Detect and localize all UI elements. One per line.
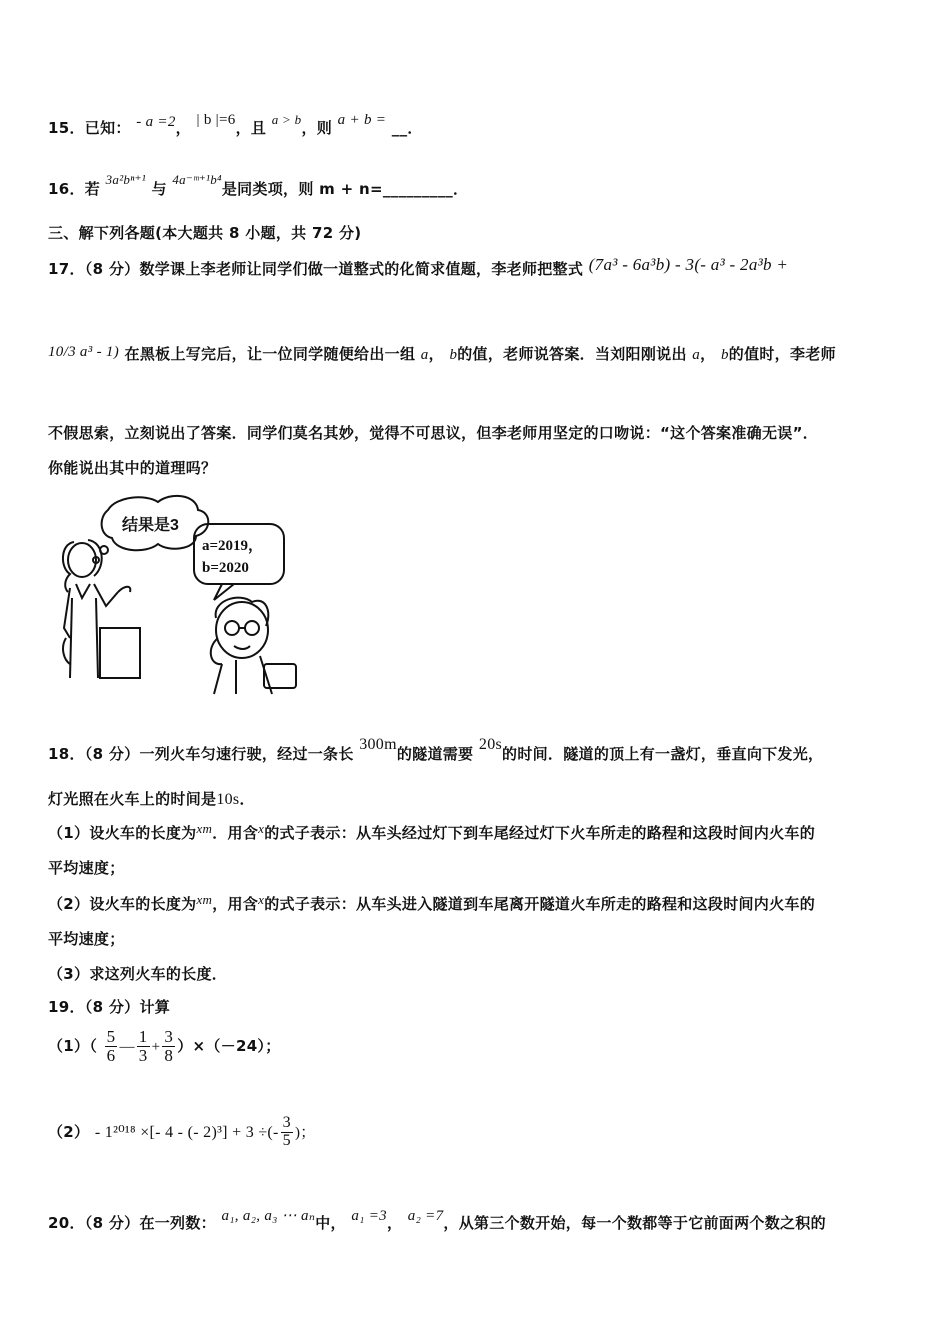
question-number: 16． [48, 180, 85, 198]
question-number: 19． [48, 998, 85, 1016]
expression-2: - 1²⁰¹⁸ ×[- 4 - (- 2)³] + 3 ÷(- [94, 1123, 279, 1141]
section-heading: 三、解下列各题(本大题共 8 小题，共 72 分) [48, 224, 362, 242]
light-time: 10s [216, 791, 240, 808]
question-number: 18． [48, 745, 85, 763]
teacher-student-illustration [46, 488, 306, 700]
question-18: 18．（8 分）一列火车匀速行驶，经过一条长 300m的隧道需要 20s的时间．隧道的顶上有一盏灯，垂直向下发光， [48, 736, 824, 763]
question-17: 17．（8 分）数学课上李老师让同学们做一道整式的化简求值题，李老师把整式 (7a³ - 6a³b) - 3(- a³ - 2a³b + [48, 255, 789, 278]
question-18-part2-cont: 平均速度； [48, 930, 125, 948]
question-17-line3: 不假思索，立刻说出了答案．同学们莫名其妙，觉得不可思议，但李老师用坚定的口吻说：“这个答案准确无误”． [48, 424, 819, 442]
expr-a-gt-b: a > b [271, 112, 302, 127]
term-two: 4a⁻ᵐ⁺¹b⁴ [172, 172, 222, 187]
expr-abs-b: | b |=6 [196, 112, 236, 128]
student-bubble-text-a: a=2019， [202, 538, 264, 554]
question-18-line2: 灯光照在火车上的时间是10s． [48, 790, 255, 808]
question-number: 17． [48, 260, 85, 278]
question-16: 16．若 3a²bⁿ⁺¹ 与 4a⁻ᵐ⁺¹b⁴是同类项，则 m + n=_________． [48, 172, 469, 198]
fraction-5-6: $\frac{5}{6}$ [106, 1027, 116, 1065]
tunnel-time: 20s [478, 736, 503, 753]
question-18-part2: （2）设火车的长度为xm，用含x的式子表示：从车头进入隧道到车尾离开隧道火车所走的路程和这段时间内火车的 [48, 892, 816, 913]
question-18-part3: （3）求这列火车的长度． [48, 965, 228, 983]
sequence: a₁, a₂, a₃ ⋯ aₙ [221, 1208, 316, 1224]
question-17-line2: 10/3 a³ - 1) 在黑板上写完后，让一位同学随便给出一组 a， b的值，老师说答案．当刘阳刚说出 a， b的值时，李老师 [48, 344, 836, 363]
fraction-1-3: $\frac{1}{3}$ [138, 1027, 148, 1065]
expr-a-plus-b: a + b = [337, 112, 387, 128]
question-18-part1: （1）设火车的长度为xm．用含x的式子表示：从车头经过灯下到车尾经过灯下火车所走的路程和这段时间内火车的 [48, 821, 816, 842]
question-19: 19．（8 分）计算 [48, 998, 171, 1016]
polynomial-part2: 10/3 a³ - 1) [48, 344, 120, 360]
answer-blank: _________ [382, 180, 454, 198]
question-15: 15．已知： - a =2， | b |=6，且 a > b，则 a + b = __． [48, 112, 423, 137]
question-17-line4: 你能说出其中的道理吗？ [48, 459, 217, 477]
first-term: a₁ =3 [351, 1208, 387, 1224]
answer-blank: __ [391, 119, 408, 137]
expr-neg-a: - a =2 [136, 114, 176, 130]
teacher-bubble-text: 结果是3 [122, 517, 179, 534]
fraction-3-5: $\frac{3}{5}$ [282, 1114, 291, 1149]
question-19-part2: （2） - 1²⁰¹⁸ ×[- 4 - (- 2)³] + 3 ÷(- $\frac{3}{5}$ )； [48, 1114, 316, 1149]
second-term: a₂ =7 [407, 1208, 444, 1224]
question-19-part1: （1）（ $\frac{5}{6}$ — $\frac{1}{3}$ + $\frac{3}{8}$ ）×（－24）； [48, 1027, 281, 1065]
term-one: 3a²bⁿ⁺¹ [105, 172, 146, 187]
question-number: 15． [48, 119, 85, 137]
polynomial-part1: (7a³ - 6a³b) - 3(- a³ - 2a³b + [588, 255, 789, 274]
student-bubble-text-b: b=2020 [202, 560, 249, 576]
question-number: 20． [48, 1214, 85, 1232]
fraction-3-8: $\frac{3}{8}$ [164, 1027, 174, 1065]
question-20: 20．（8 分）在一列数： a₁, a₂, a₃ ⋯ aₙ中， a₁ =3， a₂ =7，从第三个数开始，每一个数都等于它前面两个数之积的 [48, 1208, 826, 1232]
tunnel-length: 300m [359, 736, 397, 753]
question-18-part1-cont: 平均速度； [48, 859, 125, 877]
